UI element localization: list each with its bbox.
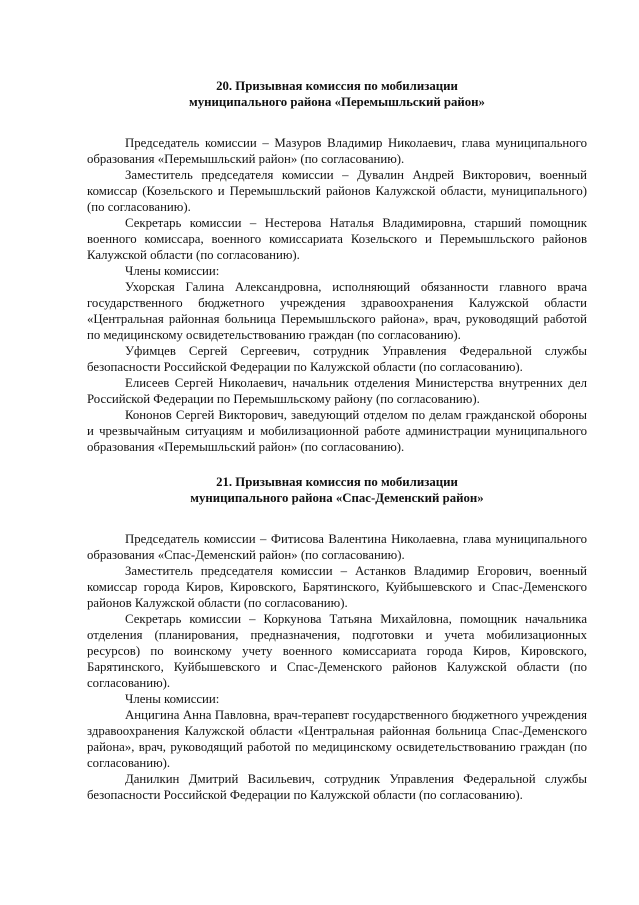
section-20 <box>87 78 587 455</box>
secretary-paragraph: Секретарь комиссии – Нестерова Наталья Владимировна, старший помощник военного комиссара, военного комиссариата Козельского и Перемышльского районов Калужской области (по согласованию). <box>87 216 587 262</box>
members-label: Члены комиссии: <box>125 264 220 278</box>
section-title-line1: 21. Призывная комиссия по мобилизации <box>216 475 458 489</box>
section-title-line2: муниципального района «Спас-Деменский район» <box>190 491 484 505</box>
member-paragraph: Елисеев Сергей Николаевич, начальник отделения Министерства внутренних дел Российской Федерации по Перемышльскому району (по согласованию). <box>87 376 587 406</box>
section-title-line2: муниципального района «Перемышльский район» <box>189 95 485 109</box>
member-paragraph: Уфимцев Сергей Сергеевич, сотрудник Управления Федеральной службы безопасности Российской Федерации по Калужской области (по согласованию). <box>87 344 587 374</box>
deputy-chairman-paragraph: Заместитель председателя комиссии – Астанков Владимир Егорович, военный комиссар города Киров, Кировского, Барятинского, Куйбышевского и Спас-Деменского районов Калужской области (по согласованию). <box>87 564 587 610</box>
section-title-line1: 20. Призывная комиссия по мобилизации <box>216 79 458 93</box>
document-content <box>87 78 587 803</box>
deputy-chairman-paragraph: Заместитель председателя комиссии – Дувалин Андрей Викторович, военный комиссар (Козельского и Перемышльский районов Калужской области, муниципального) (по согласованию). <box>87 168 587 214</box>
member-paragraph: Анцигина Анна Павловна, врач-терапевт государственного бюджетного учреждения здравоохранения Калужской области «Центральная районная больница Спас-Деменского района», врач, руководящий работой по медицинскому освидетельствованию граждан (по согласованию). <box>87 708 587 770</box>
chairman-paragraph: Председатель комиссии – Мазуров Владимир Николаевич, глава муниципального образования «Перемышльский район» (по согласованию). <box>87 136 587 166</box>
member-paragraph: Кононов Сергей Викторович, заведующий отделом по делам гражданской обороны и чрезвычайным ситуациям и мобилизационной работе администрации муниципального образования «Перемышльский район» (по согласованию). <box>87 408 587 454</box>
section-21 <box>87 474 587 803</box>
member-paragraph: Ухорская Галина Александровна, исполняющий обязанности главного врача государственного бюджетного учреждения здравоохранения Калужской области «Центральная районная больница Перемышльского района», врач, руководящий работой по медицинскому освидетельствованию граждан (по согласованию). <box>87 280 587 342</box>
secretary-paragraph: Секретарь комиссии – Коркунова Татьяна Михайловна, помощник начальника отделения (планирования, предназначения, подготовки и учета мобилизационных ресурсов) по воинскому учету военного комиссариата города Киров, Кировского, Барятинского, Куйбышевского и Спас-Деменского районов Калужской области (по согласованию). <box>87 612 587 690</box>
section-heading <box>87 474 587 506</box>
member-paragraph: Данилкин Дмитрий Васильевич, сотрудник Управления Федеральной службы безопасности Российской Федерации по Калужской области (по согласованию). <box>87 772 587 802</box>
members-label: Члены комиссии: <box>125 692 220 706</box>
section-heading <box>87 78 587 110</box>
chairman-paragraph: Председатель комиссии – Фитисова Валентина Николаевна, глава муниципального образования «Спас-Деменский район» (по согласованию). <box>87 532 587 562</box>
